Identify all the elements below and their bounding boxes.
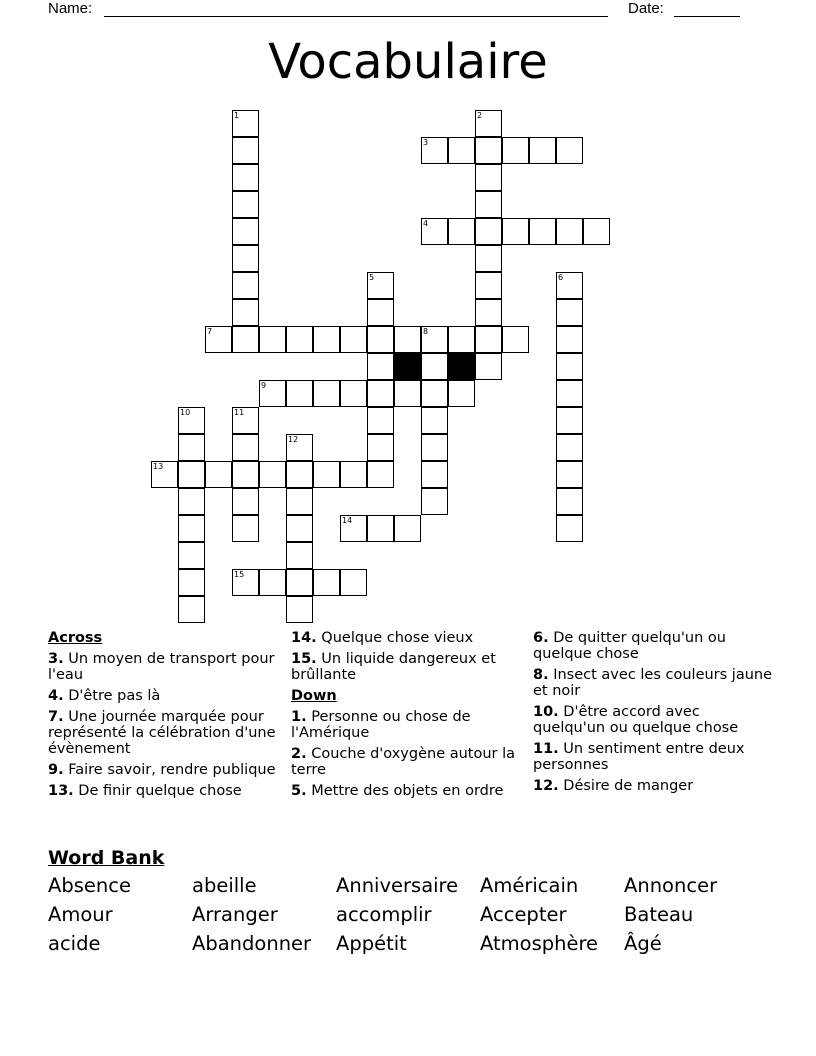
grid-cell[interactable] [367,380,394,407]
grid-cell[interactable] [475,218,502,245]
grid-cell[interactable] [367,326,394,353]
grid-cell[interactable] [475,272,502,299]
grid-cell[interactable] [556,434,583,461]
grid-cell[interactable] [232,407,259,434]
grid-cell[interactable] [286,488,313,515]
clue-number: 2 [477,111,483,120]
word-bank-item: acide [48,932,101,955]
grid-cell[interactable] [178,488,205,515]
grid-cell[interactable] [556,299,583,326]
grid-cell[interactable] [529,218,556,245]
clue-number: 12 [288,435,299,444]
grid-block [394,353,421,380]
word-bank-item: Bateau [624,903,694,926]
grid-cell[interactable] [556,326,583,353]
grid-cell[interactable] [178,461,205,488]
grid-cell[interactable] [367,299,394,326]
grid-cell[interactable] [340,380,367,407]
grid-cell[interactable] [259,380,286,407]
grid-cell[interactable] [232,218,259,245]
date-label: Date: [628,0,664,17]
clue-down: 11. Un sentiment entre deux personnes [533,741,745,773]
clue-number: 8 [423,327,429,336]
grid-cell[interactable] [448,137,475,164]
grid-cell[interactable] [556,272,583,299]
grid-cell[interactable] [232,515,259,542]
grid-cell[interactable] [502,326,529,353]
clue-number: 7 [207,327,213,336]
clue-across: 13. De finir quelque chose [48,783,242,799]
grid-cell[interactable] [286,434,313,461]
grid-cell[interactable] [232,164,259,191]
clue-down: 1. Personne ou chose de l'Amérique [291,709,471,741]
clue-number: 14 [342,516,353,525]
grid-cell[interactable] [367,272,394,299]
clue-number: 9 [261,381,267,390]
grid-cell[interactable] [178,569,205,596]
grid-cell[interactable] [448,380,475,407]
grid-cell[interactable] [313,569,340,596]
grid-cell[interactable] [205,461,232,488]
across-heading: Across [48,630,103,646]
word-bank-item: abeille [192,874,257,897]
clue-number: 6 [558,273,564,282]
grid-cell[interactable] [232,299,259,326]
grid-cell[interactable] [475,299,502,326]
clue-number: 4 [423,219,429,228]
grid-cell[interactable] [259,461,286,488]
clue-across: 4. D'être pas là [48,688,161,704]
clues-column-1 [48,630,288,804]
grid-cell[interactable] [232,434,259,461]
word-bank-item: Anniversaire [336,874,459,897]
grid-cell[interactable] [259,569,286,596]
grid-block [448,353,475,380]
grid-cell[interactable] [556,407,583,434]
grid-cell[interactable] [367,407,394,434]
grid-cell[interactable] [232,326,259,353]
grid-cell[interactable] [421,407,448,434]
clue-number: 1 [234,111,240,120]
clues-column-3 [533,630,773,799]
clue-number: 11 [234,408,245,417]
grid-cell[interactable] [151,461,178,488]
grid-cell[interactable] [286,596,313,623]
clue-number: 5 [369,273,375,282]
grid-cell[interactable] [259,326,286,353]
clue-down: 6. De quitter quelqu'un ou quelque chose [533,630,726,662]
grid-cell[interactable] [556,380,583,407]
word-bank [48,873,768,956]
grid-cell[interactable] [367,434,394,461]
grid-cell[interactable] [313,326,340,353]
clue-down: 10. D'être accord avec quelqu'un ou quelque chose [533,704,739,736]
grid-cell[interactable] [448,326,475,353]
grid-cell[interactable] [205,326,232,353]
clue-across: 15. Un liquide dangereux et brûllante [291,651,496,683]
grid-cell[interactable] [232,272,259,299]
clue-number: 15 [234,570,245,579]
clue-across: 14. Quelque chose vieux [291,630,474,646]
grid-cell[interactable] [394,515,421,542]
grid-cell[interactable] [583,218,610,245]
grid-cell[interactable] [340,569,367,596]
grid-cell[interactable] [340,461,367,488]
page-title: Vocabulaire [268,34,548,90]
grid-cell[interactable] [475,110,502,137]
grid-cell[interactable] [421,380,448,407]
grid-cell[interactable] [232,488,259,515]
grid-cell[interactable] [178,542,205,569]
clue-across: 3. Un moyen de transport pour l'eau [48,651,275,683]
grid-cell[interactable] [475,191,502,218]
word-bank-item: Annoncer [624,874,718,897]
grid-cell[interactable] [232,110,259,137]
grid-cell[interactable] [286,569,313,596]
grid-cell[interactable] [313,380,340,407]
word-bank-item: Âgé [624,932,662,955]
clue-number: 3 [423,138,429,147]
grid-cell[interactable] [232,137,259,164]
word-bank-item: accomplir [336,903,432,926]
word-bank-item: Accepter [480,903,567,926]
grid-cell[interactable] [286,461,313,488]
grid-cell[interactable] [421,488,448,515]
word-bank-item: Américain [480,874,579,897]
grid-cell[interactable] [421,137,448,164]
grid-cell[interactable] [394,326,421,353]
clue-number: 13 [153,462,164,471]
grid-cell[interactable] [502,137,529,164]
clue-across: 7. Une journée marquée pour représenté la célébration d'une évènement [48,709,276,757]
grid-cell[interactable] [313,461,340,488]
clue-down: 8. Insect avec les couleurs jaune et noir [533,667,773,699]
grid-cell[interactable] [556,218,583,245]
grid-cell[interactable] [421,353,448,380]
grid-cell[interactable] [475,164,502,191]
down-heading: Down [291,688,337,704]
grid-cell[interactable] [556,515,583,542]
grid-cell[interactable] [232,461,259,488]
grid-cell[interactable] [340,515,367,542]
grid-cell[interactable] [556,461,583,488]
grid-cell[interactable] [232,245,259,272]
grid-cell[interactable] [232,191,259,218]
word-bank-item: Amour [48,903,113,926]
word-bank-item: Appétit [336,932,407,955]
word-bank-item: Abandonner [192,932,312,955]
clue-down: 5. Mettre des objets en ordre [291,783,504,799]
clue-number: 10 [180,408,191,417]
grid-cell[interactable] [421,434,448,461]
grid-cell[interactable] [178,596,205,623]
grid-cell[interactable] [475,326,502,353]
grid-cell[interactable] [421,218,448,245]
grid-cell[interactable] [421,461,448,488]
word-bank-item: Arranger [192,903,278,926]
grid-cell[interactable] [421,326,448,353]
grid-cell[interactable] [475,353,502,380]
grid-cell[interactable] [529,137,556,164]
grid-cell[interactable] [286,326,313,353]
grid-cell[interactable] [556,353,583,380]
grid-cell[interactable] [367,515,394,542]
clues-column-2 [291,630,527,804]
word-bank-item: Absence [48,874,131,897]
clue-down: 2. Couche d'oxygène autour la terre [291,746,516,778]
clue-across: 9. Faire savoir, rendre publique [48,762,276,778]
grid-cell[interactable] [394,380,421,407]
grid-cell[interactable] [502,218,529,245]
word-bank-item: Atmosphère [480,932,599,955]
grid-cell[interactable] [286,515,313,542]
grid-cell[interactable] [556,137,583,164]
word-bank-title: Word Bank [48,847,165,869]
grid-cell[interactable] [448,218,475,245]
grid-cell[interactable] [367,353,394,380]
grid-cell[interactable] [286,542,313,569]
name-label: Name: [48,0,93,17]
grid-cell[interactable] [232,569,259,596]
grid-cell[interactable] [178,515,205,542]
grid-cell[interactable] [178,407,205,434]
grid-cell[interactable] [475,245,502,272]
grid-cell[interactable] [367,461,394,488]
grid-cell[interactable] [475,137,502,164]
grid-cell[interactable] [556,488,583,515]
grid-cell[interactable] [340,326,367,353]
grid-cell[interactable] [286,380,313,407]
grid-cell[interactable] [178,434,205,461]
clue-down: 12. Désire de manger [533,778,694,794]
